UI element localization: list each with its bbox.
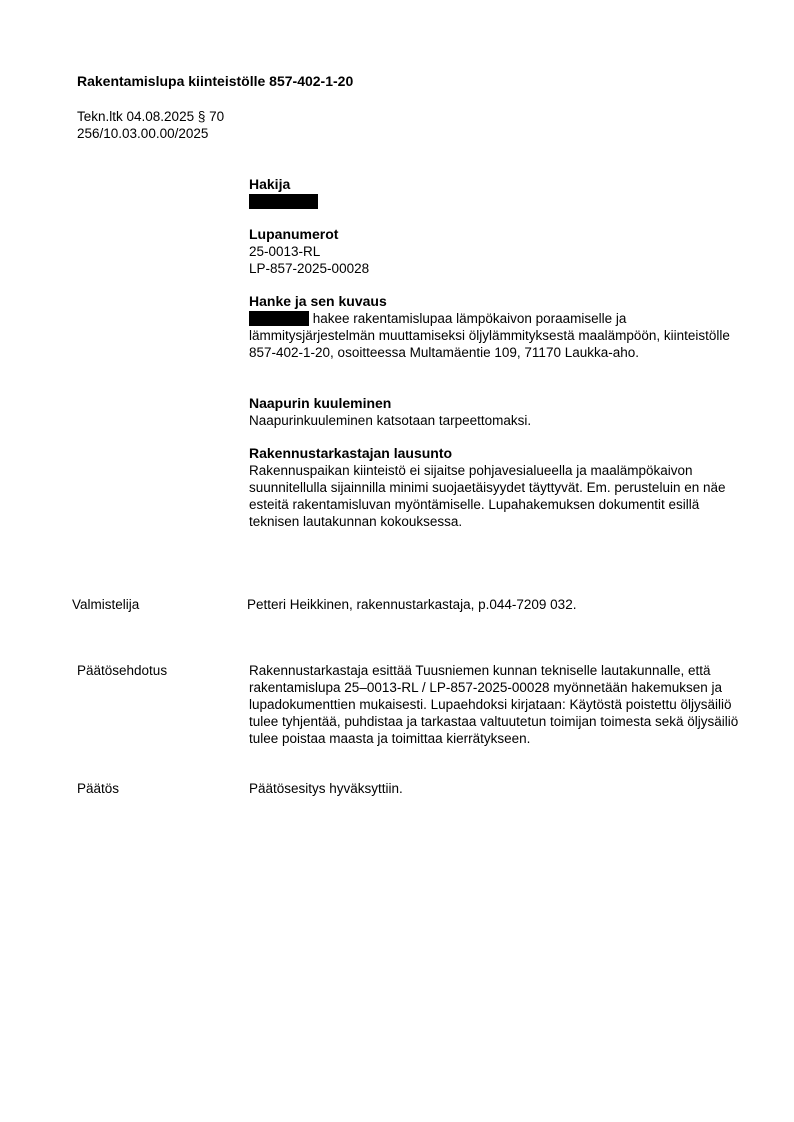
applicant-section xyxy=(249,176,739,210)
inspector-statement-heading: Rakennustarkastajan lausunto xyxy=(249,445,453,461)
permit-numbers-section xyxy=(249,226,739,277)
preparer-value: Petteri Heikkinen, rakennustarkastaja, p.044-7209 032. xyxy=(247,597,577,612)
decision-text: Päätösesitys hyväksyttiin. xyxy=(249,781,403,796)
decision-label: Päätös xyxy=(77,781,120,796)
permit-number: LP-857-2025-00028 xyxy=(249,261,370,276)
inspector-statement-section xyxy=(249,445,739,530)
proposal-text: Rakennustarkastaja esittää Tuusniemen kunnan tekniselle lautakunnalle, että rakentamislupa 25–0013-RL / LP-857-2025-00028 myönnetään hakemuksen ja lupadokumenttien mukaisesti. Lupaehdoksi kirjataan: Käytöstä poistettu öljysäiliö tulee tyhjentää, puhdistaa ja tarkastaa valtuutetun toimijan toimesta sekä öljysäiliö tulee poistaa maasta ja toimittaa kierrätykseen. xyxy=(249,663,739,746)
document-meta xyxy=(77,108,224,142)
permit-number: 25-0013-RL xyxy=(249,244,321,259)
redacted-applicant-name xyxy=(249,311,309,326)
meeting-reference: Tekn.ltk 04.08.2025 § 70 xyxy=(77,109,225,124)
neighbor-text: Naapurinkuuleminen katsotaan tarpeettomaksi. xyxy=(249,413,532,428)
neighbor-section xyxy=(249,395,739,429)
inspector-statement-text: Rakennuspaikan kiinteistö ei sijaitse pohjavesialueella ja maalämpökaivon suunnitellulla sijainnilla minimi suojaetäisyydet täyttyvät. Em. perusteluin en näe esteitä rakentamisluvan myöntämiselle. Lupahakemuksen dokumentit esillä teknisen lautakunnan kokouksessa. xyxy=(249,463,726,529)
diary-number: 256/10.03.00.00/2025 xyxy=(77,126,209,141)
applicant-heading: Hakija xyxy=(249,176,291,192)
project-text: hakee rakentamislupaa lämpökaivon poraamiselle ja lämmitysjärjestelmän muuttamiseksi öljylämmityksestä maalämpöön, kiinteistölle 857-402-1-20, osoitteessa Multamäentie 109, 71170 Laukka-aho. xyxy=(249,311,730,360)
neighbor-heading: Naapurin kuuleminen xyxy=(249,395,392,411)
redacted-applicant-name xyxy=(249,194,318,209)
permit-numbers-heading: Lupanumerot xyxy=(249,226,339,242)
project-heading: Hanke ja sen kuvaus xyxy=(249,293,387,309)
document-title: Rakentamislupa kiinteistölle 857-402-1-20 xyxy=(77,73,354,89)
project-description xyxy=(249,310,739,361)
proposal-label: Päätösehdotus xyxy=(77,663,168,678)
project-section xyxy=(249,293,739,361)
preparer-label: Valmistelija xyxy=(72,597,140,612)
